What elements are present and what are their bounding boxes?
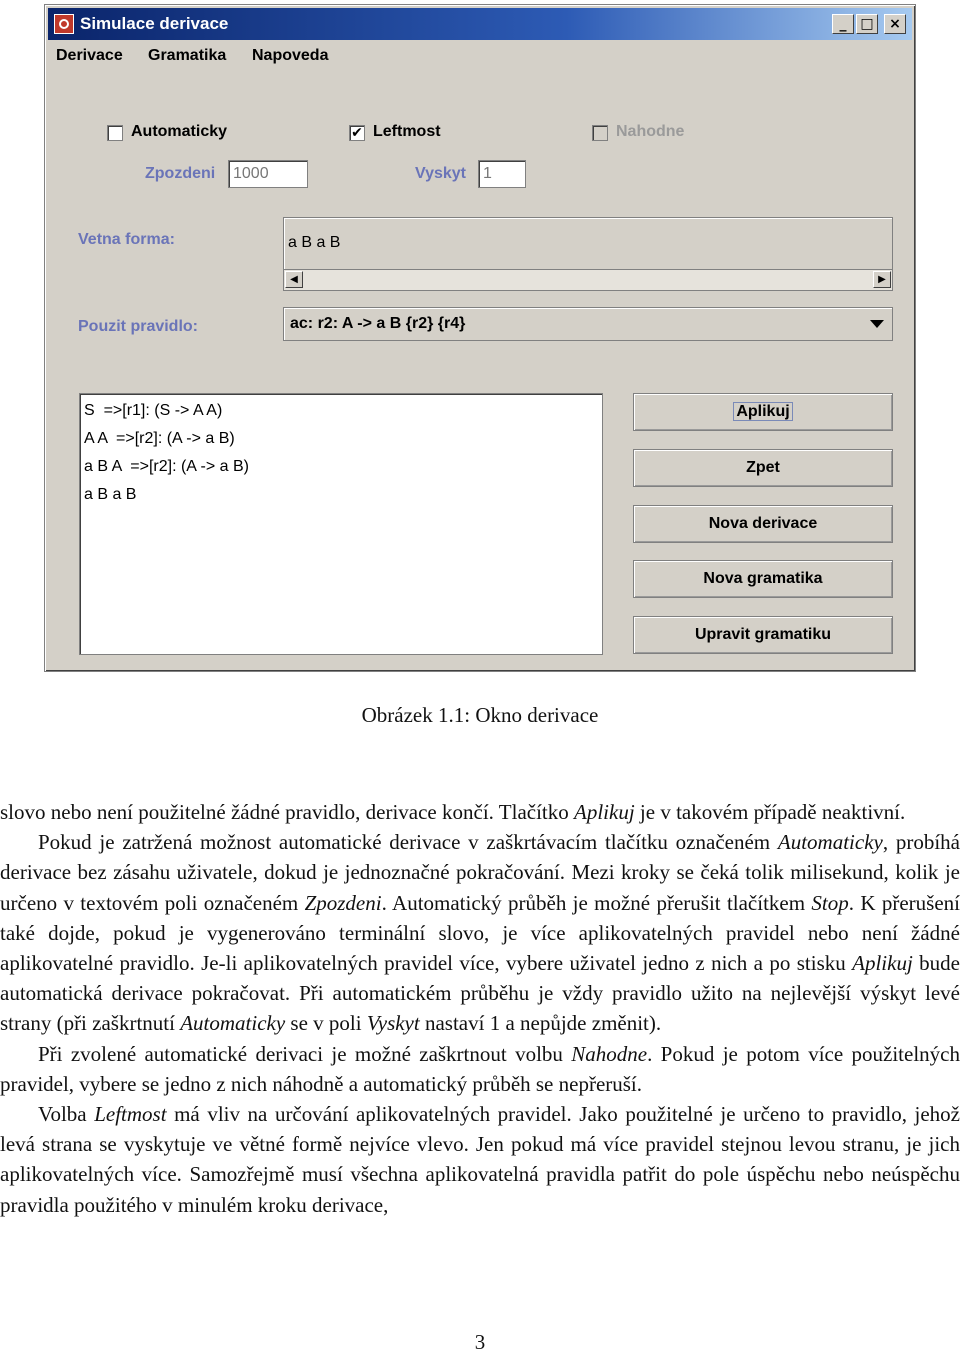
pouzit-pravidlo-label: Pouzit pravidlo: [78,318,198,335]
text-run: nastaví 1 a nepůjde změnit). [419,1011,662,1036]
vyskyt-label: Vyskyt [415,165,466,182]
paragraph [0,1039,960,1099]
menu-derivace[interactable]: Derivace [56,47,123,64]
automaticky-checkbox[interactable] [107,125,123,141]
menu-gramatika[interactable]: Gramatika [148,47,227,64]
italic-term: Automaticky [180,1011,286,1036]
menu-bar [48,43,912,71]
sentence-form-value: a B a B [288,234,341,251]
automaticky-label: Automaticky [131,123,228,140]
text-run: má vliv na určování aplikovatelných pravidel. Jako použitelné je určeno to pravidlo, jehož levá strana se vyskytuje ve větné formě nejvíce vlevo. Jen pokud má více pravidel stejnou levou stranu, je jich aplikovatelných více. Samozřejmě musí všechna aplikovatelná pravidla patřit do pole úspěchu nebo neúspěchu pravidla použitého v minulém kroku derivace, [0,1102,960,1217]
nova-derivace-button[interactable]: Nova derivace [633,505,893,543]
italic-term: Nahodne [571,1041,648,1066]
rule-select-value: ac: r2: A -> a B {r2} {r4} [290,315,466,332]
minimize-button[interactable]: _ [832,14,854,34]
text-run: . Automatický průběh je možné přerušit tlačítkem [381,890,812,915]
horizontal-scrollbar[interactable] [284,269,892,290]
italic-term: Aplikuj [574,800,635,824]
derivation-history-list[interactable] [79,393,603,655]
italic-term: Leftmost [94,1102,167,1127]
list-item[interactable]: A A =>[r2]: (A -> a B) [84,430,235,447]
italic-term: Stop [811,890,849,915]
chevron-down-icon[interactable] [870,320,884,328]
maximize-button[interactable]: □ [856,14,878,34]
italic-term: Automaticky [777,830,883,855]
zpet-button[interactable]: Zpet [633,449,893,487]
window-title: Simulace derivace [80,14,229,33]
paragraph [0,1099,960,1220]
text-run: Volba [38,1102,95,1127]
leftmost-checkbox[interactable]: ✔ [349,125,365,141]
aplikuj-button[interactable] [633,393,893,431]
text-run: slovo nebo není použitelné žádné pravidlo, derivace končí. Tlačítko [0,800,575,824]
nahodne-label: Nahodne [616,123,685,140]
zpozdeni-field[interactable]: 1000 [228,160,308,188]
aplikuj-button-label: Aplikuj [733,402,792,421]
close-button[interactable]: × [884,14,906,34]
text-run: se v poli [285,1011,367,1036]
paragraph [0,827,960,1038]
title-bar[interactable] [48,8,912,40]
list-item[interactable]: S =>[r1]: (S -> A A) [84,402,223,419]
derivation-window [44,4,916,672]
body-text [0,797,960,1220]
italic-term: Aplikuj [852,951,913,976]
menu-napoveda[interactable]: Napoveda [252,47,329,64]
java-app-icon [54,14,74,34]
figure-caption: Obrázek 1.1: Okno derivace [361,703,599,727]
text-run: , probíhá derivace bez zásahu uživatele, dokud je jednoznačné pokračování. Mezi kroky se čeká tolik milisekund, kolik je určeno v textovém poli označeném [0,830,960,915]
text-run: . K přerušení také dojde, pokud je vygenerováno terminální slovo, je více aplikovatelných pravidel nebo není žádné aplikovatelné pravidlo. Je-li aplikovatelných pravidel více, vybere uživatel jedno z nich a po stisku [0,890,960,976]
nahodne-checkbox [592,125,608,141]
vyskyt-field[interactable]: 1 [478,160,526,188]
text-run: je v takovém případě neaktivní. [634,800,906,824]
scroll-left-icon[interactable]: ◀ [285,271,303,288]
upravit-gramatiku-button[interactable]: Upravit gramatiku [633,616,893,654]
text-run: . Pokud je potom více použitelných pravidel, vybere se jedno z nich náhodně a automatický průběh se nepřeruší. [0,1041,960,1096]
leftmost-label: Leftmost [373,123,441,140]
italic-term: Zpozdeni [304,890,382,915]
vetna-forma-label: Vetna forma: [78,231,175,248]
zpozdeni-label: Zpozdeni [145,165,216,182]
text-run: Pokud je zatržená možnost automatické derivace v zaškrtávacím tlačítku označeném [38,830,778,855]
list-item[interactable]: a B A =>[r2]: (A -> a B) [84,458,249,475]
text-run: Při zvolené automatické derivaci je možné zaškrtnout volbu [38,1041,572,1066]
rule-select[interactable] [283,307,893,341]
scroll-right-icon[interactable]: ▶ [873,271,891,288]
italic-term: Vyskyt [366,1011,420,1036]
list-item[interactable]: a B a B [84,486,137,503]
sentence-form-field[interactable] [283,217,893,291]
page-number: 3 [474,1330,486,1354]
nova-gramatika-button[interactable]: Nova gramatika [633,560,893,598]
paragraph [0,797,960,827]
text-run: bude automatická derivace pokračovat. Při automatickém průběhu je vždy pravidlo užito na nejlevější výskyt levé strany (při zaškrtnutí [0,951,960,1036]
